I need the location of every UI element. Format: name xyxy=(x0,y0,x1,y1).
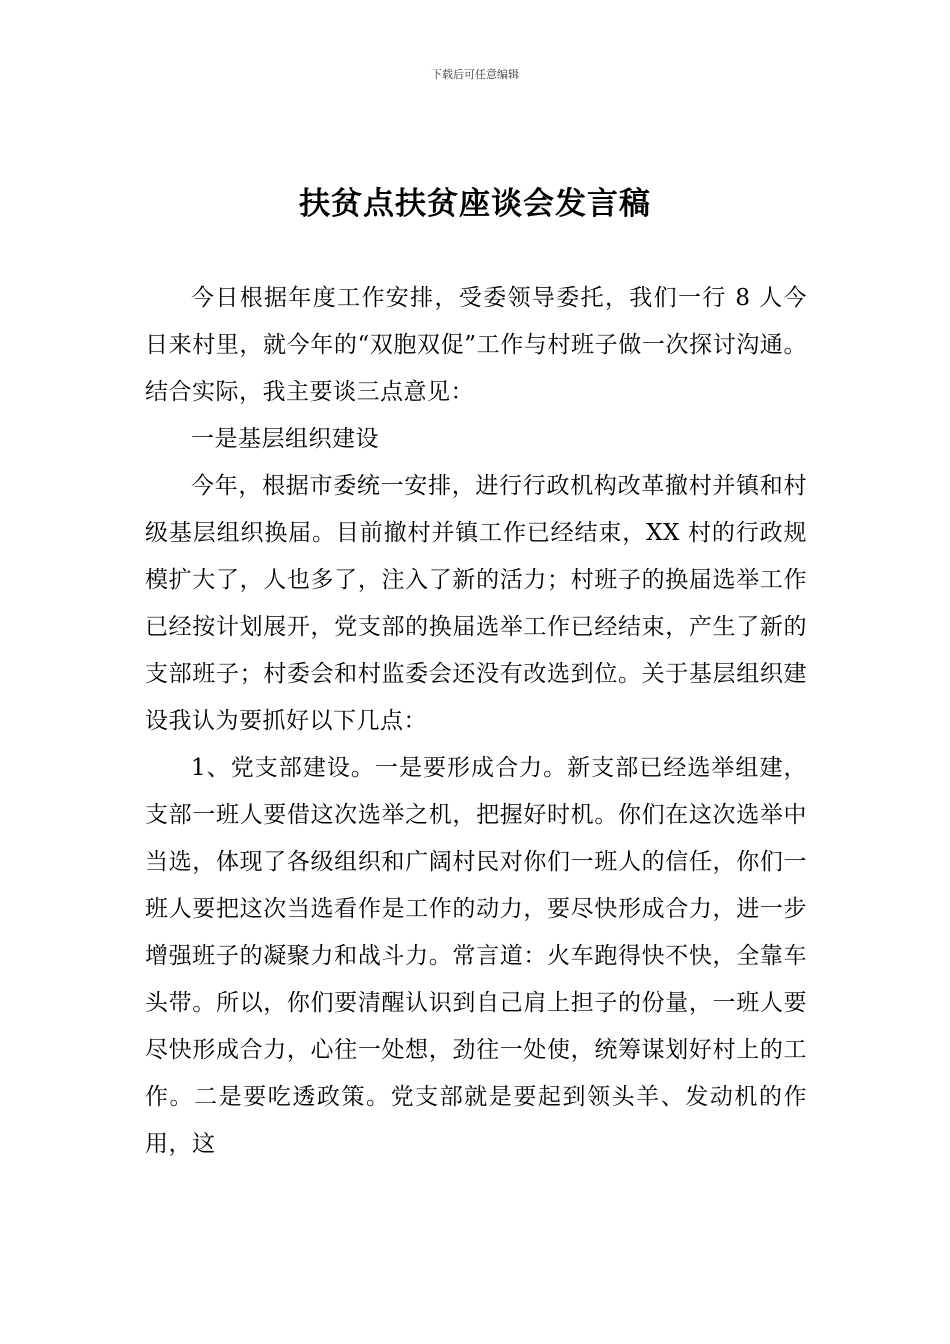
document-body xyxy=(145,275,807,1168)
paragraph-intro: 今日根据年度工作安排，受委领导委托，我们一行 8 人今日来村里，就今年的“双胞双促”工作与村班子做一次探讨沟通。结合实际，我主要谈三点意见： xyxy=(145,285,807,405)
paragraph-heading-1: 一是基层组织建设 xyxy=(191,426,379,452)
header-note: 下载后可任意编辑 xyxy=(431,68,519,81)
paragraph-party-branch: 1、党支部建设。一是要形成合力。新支部已经选举组建，支部一班人要借这次选举之机，把握好时机。你们在这次选举中当选，体现了各级组织和广阔村民对你们一班人的信任，你们一班人要把这次当选看作是工作的动力，要尽快形成合力，进一步增强班子的凝聚力和战斗力。常言道：火车跑得快不快，全靠车头带。所以，你们要清醒认识到自己肩上担子的份量，一班人要尽快形成合力，心往一处想，劲往一处使，统筹谋划好村上的工作。二是要吃透政策。党支部就是要起到领头羊、发动机的作用，这 xyxy=(145,755,807,1157)
document-title: 扶贫点扶贫座谈会发言稿 xyxy=(299,186,651,222)
paragraph-context: 今年，根据市委统一安排，进行行政机构改革撤村并镇和村级基层组织换届。目前撤村并镇工作已经结束，XX 村的行政规模扩大了，人也多了，注入了新的活力；村班子的换届选举工作已经按计划展开，党支部的换届选举工作已经结束，产生了新的支部班子；村委会和村监委会还没有改选到位。关于基层组织建设我认为要抓好以下几点： xyxy=(145,473,807,734)
